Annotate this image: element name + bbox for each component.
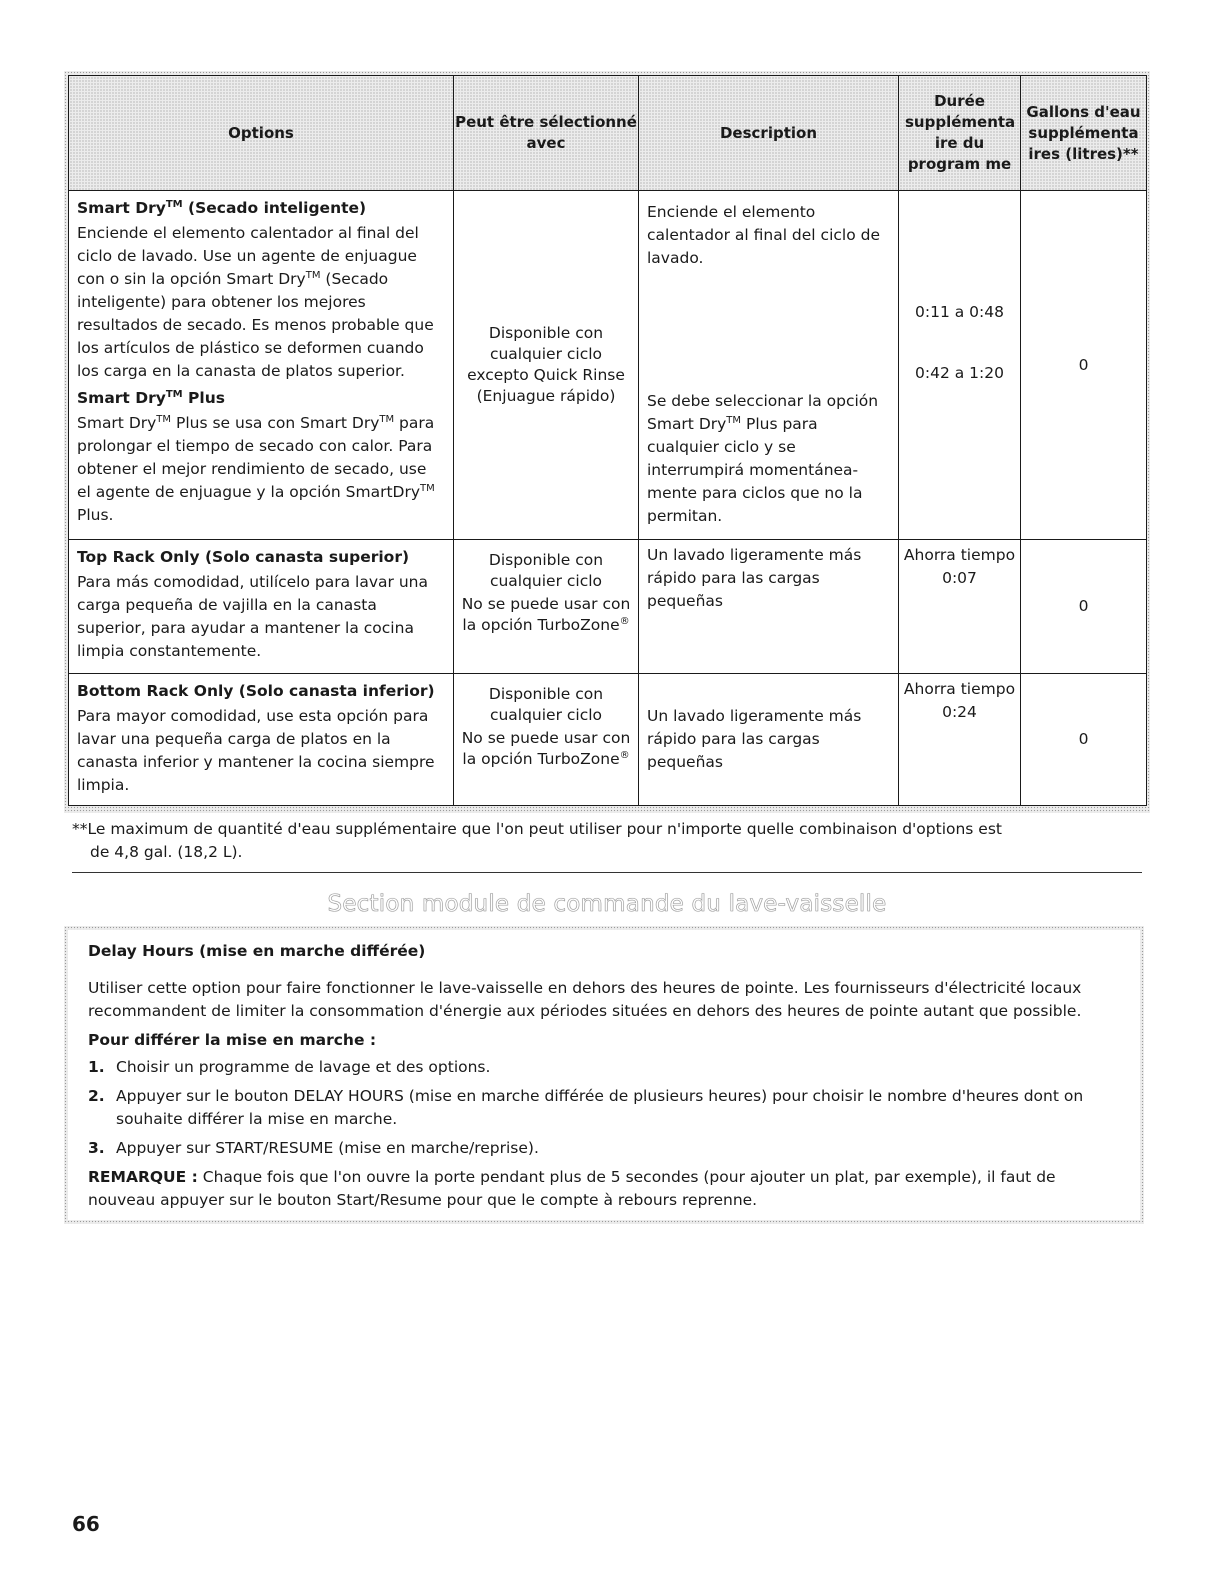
- bottom-rack-text: Para mayor comodidad, use esta opción para lavar una pequeña carga de platos en la canasta inferior y mantener la cocina siempre limpia.: [77, 707, 435, 794]
- top-rack-duration-cell: [899, 540, 1021, 674]
- smart-dry-title: Smart Dry™ (Secado inteligente): [77, 198, 367, 217]
- delay-hours-remark: [88, 1166, 1120, 1212]
- header-gallons: Gallons d'eau supplémenta ires (litres)**: [1021, 76, 1147, 191]
- smart-dry-description-cell: [639, 191, 899, 540]
- table-header-row: [69, 76, 1147, 191]
- smart-dry-options-cell: [69, 191, 454, 540]
- smart-dry-gallons: 0: [1021, 191, 1147, 540]
- bottom-rack-description: Un lavado ligeramente más rápido para las cargas pequeñas: [639, 674, 899, 806]
- top-rack-duration: 0:07: [942, 569, 977, 587]
- top-rack-selectable-cell: [454, 540, 639, 674]
- list-item: 2. Appuyer sur le bouton DELAY HOURS (mise en marche différée de plusieurs heures) pour choisir le nombre d'heures dont on souhaite différer la mise en marche.: [88, 1087, 1084, 1128]
- smart-dry-duration: 0:11 a 0:48: [915, 303, 1004, 321]
- smart-dry-plus-text: Smart Dry™ Plus se usa con Smart Dry™ para prolongar el tiempo de secado con calor. Para obtener el mejor rendimiento de secado, use el agente de enjuague y la opción SmartDry™ Plus.: [77, 413, 435, 524]
- top-rack-description: Un lavado ligeramente más rápido para las cargas pequeñas: [639, 540, 899, 674]
- top-rack-gallons: 0: [1021, 540, 1147, 674]
- delay-hours-title: Delay Hours (mise en marche différée): [88, 942, 426, 960]
- bottom-rack-options-cell: [69, 674, 454, 806]
- smart-dry-duration-cell: [899, 191, 1021, 540]
- smart-dry-selectable: Disponible con cualquier ciclo excepto Quick Rinse (Enjuague rápido): [454, 191, 639, 540]
- top-rack-text: Para más comodidad, utilícelo para lavar una carga pequeña de vajilla en la canasta superior, para ayudar a mantener la cocina limpia constantemente.: [77, 573, 428, 660]
- smart-dry-description: Enciende el elemento calentador al final del ciclo de lavado.: [647, 203, 880, 267]
- footnote-line-1: **Le maximum de quantité d'eau supplémentaire que l'on peut utiliser pour n'importe quelle combinaison d'options est: [72, 820, 1002, 838]
- header-description: Description: [639, 76, 899, 191]
- table-row: [69, 674, 1147, 806]
- table-row: [69, 540, 1147, 674]
- top-rack-title: Top Rack Only (Solo canasta superior): [77, 548, 410, 566]
- options-table: [68, 75, 1147, 806]
- remark-label: REMARQUE :: [88, 1168, 198, 1186]
- section-divider: [72, 872, 1142, 873]
- bottom-rack-duration: 0:24: [942, 703, 977, 721]
- bottom-rack-gallons: 0: [1021, 674, 1147, 806]
- delay-hours-subtitle: Pour différer la mise en marche :: [88, 1031, 377, 1049]
- top-rack-selectable-1: Disponible con cualquier ciclo: [488, 551, 604, 590]
- header-duration: Durée supplémenta ire du program me: [899, 76, 1021, 191]
- top-rack-selectable-2: No se puede usar con la opción TurboZone®: [461, 595, 631, 634]
- bottom-rack-selectable-cell: [454, 674, 639, 806]
- bottom-rack-title: Bottom Rack Only (Solo canasta inferior): [77, 682, 435, 700]
- footnote-line-2: de 4,8 gal. (18,2 L).: [90, 843, 243, 861]
- delay-hours-intro: Utiliser cette option pour faire fonctionner le lave-vaisselle en dehors des heures de pointe. Les fournisseurs d'électricité locaux recommandent de limiter la consommation d'énergie aux périodes situées en dehors des heures de pointe autant que possible.: [88, 979, 1082, 1020]
- smart-dry-text: Enciende el elemento calentador al final del ciclo de lavado. Use un agente de enjuague con o sin la opción Smart Dry™ (Secado inteligente) para obtener los mejores resultados de secado. Es menos probable que los artículos de plástico se deformen cuando los carga en la canasta de platos superior.: [77, 224, 434, 380]
- header-options: Options: [69, 76, 454, 191]
- list-item: 1. Choisir un programme de lavage et des options.: [88, 1058, 491, 1076]
- bottom-rack-duration-cell: [899, 674, 1021, 806]
- table-row: [69, 191, 1147, 540]
- top-rack-duration-label: Ahorra tiempo: [903, 546, 1016, 564]
- delay-hours-steps: [88, 1056, 1120, 1160]
- section-title: Section module de commande du lave-vaisselle: [327, 891, 887, 917]
- list-item: 3. Appuyer sur START/RESUME (mise en marche/reprise).: [88, 1139, 539, 1157]
- bottom-rack-selectable-1: Disponible con cualquier ciclo: [488, 685, 604, 724]
- smart-dry-plus-title: Smart Dry™ Plus: [77, 388, 225, 407]
- smart-dry-plus-description: Se debe seleccionar la opción Smart Dry™ Plus para cualquier ciclo y se interrumpirá momentánea-mente para ciclos que no la permitan.: [647, 392, 879, 525]
- smart-dry-plus-duration: 0:42 a 1:20: [915, 364, 1004, 382]
- page-number: 66: [72, 1512, 100, 1536]
- remark-text: Chaque fois que l'on ouvre la porte pendant plus de 5 secondes (pour ajouter un plat, par exemple), il faut de nouveau appuyer sur le bouton Start/Resume pour que le compte à rebours reprenne.: [88, 1168, 1056, 1209]
- footnote: [72, 818, 1142, 864]
- header-selectable: Peut être sélectionné avec: [454, 76, 639, 191]
- delay-hours-frame: [64, 926, 1144, 1224]
- bottom-rack-selectable-2: No se puede usar con la opción TurboZone®: [461, 729, 631, 768]
- top-rack-options-cell: [69, 540, 454, 674]
- bottom-rack-duration-label: Ahorra tiempo: [903, 680, 1016, 698]
- delay-hours-box: [68, 930, 1140, 1220]
- options-table-frame: [64, 71, 1150, 813]
